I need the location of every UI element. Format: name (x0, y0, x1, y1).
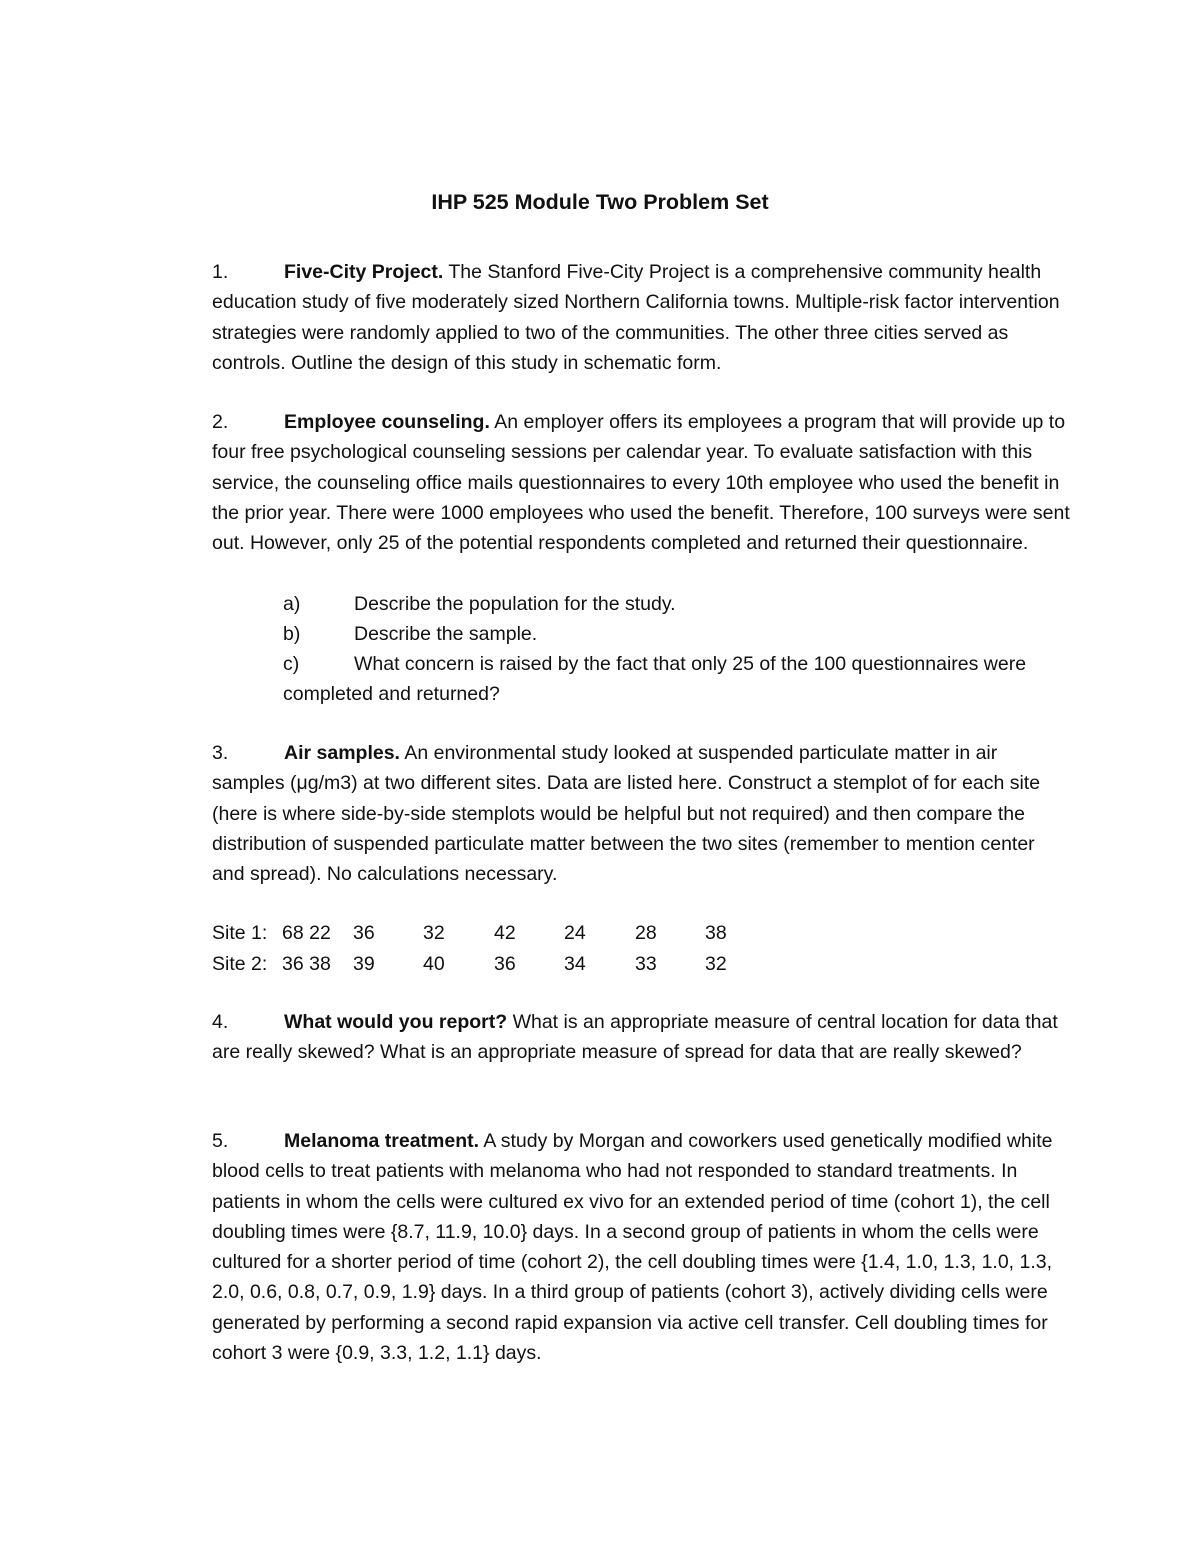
site-value: 39 (353, 953, 375, 975)
page-title: IHP 525 Module Two Problem Set (431, 190, 769, 214)
site-value: 40 (423, 953, 445, 975)
subitem-text: What concern is raised by the fact that only 25 of the 100 questionnaires were (354, 653, 1027, 675)
site-value: 24 (564, 922, 586, 944)
problem-3 (212, 738, 1072, 889)
problem-heading: Employee counseling. (284, 411, 490, 433)
subitem-text: Describe the population for the study. (354, 593, 676, 615)
subitem-label: a) (283, 593, 301, 615)
problem-heading: Air samples. (284, 742, 400, 764)
site-label: Site 2: (212, 953, 268, 975)
problem-text: The Stanford Five-City Project is a comprehensive community health education study of five moderately sized Northern California towns. Multiple-risk factor intervention strategies were randomly applied to two of the communities. The other three cities served as controls. Outline the design of this study in schematic form. (212, 261, 1060, 374)
site-label: Site 1: (212, 922, 268, 944)
problem-number: 5. (212, 1130, 229, 1152)
problem-text: An environmental study looked at suspended particulate matter in air samples (μg/m3) at two different sites. Data are listed here. Construct a stemplot of for each site (here is where side-by-side stemplots would be helpful but not required) and then compare the distribution of suspended particulate matter between the two sites (remember to mention center and spread). No calculations necessary. (212, 742, 1041, 886)
site-value: 42 (494, 922, 516, 944)
subitem-label: b) (283, 623, 301, 645)
problem-4 (212, 1007, 1072, 1068)
site-value: 33 (635, 953, 657, 975)
site-value: 32 (705, 953, 727, 975)
site-value: 36 (353, 922, 375, 944)
subitem-b (283, 619, 1073, 649)
subitem-c (283, 649, 1073, 710)
problem-number: 4. (212, 1011, 229, 1033)
problem-heading: Five-City Project. (284, 261, 444, 283)
problem-1 (212, 257, 1072, 378)
site-value: 28 (635, 922, 657, 944)
problem-text: An employer offers its employees a program that will provide up to four free psychological counseling sessions per calendar year. To evaluate satisfaction with this service, the counseling office mails questionnaires to every 10th employee who used the benefit in the prior year. There were 1000 employees who used the benefit. Therefore, 100 surveys were sent out. However, only 25 of the potential respondents completed and returned their questionnaire. (212, 411, 1070, 555)
subitem-continuation: completed and returned? (283, 683, 500, 706)
subitem-text: Describe the sample. (354, 623, 538, 645)
problem-number: 1. (212, 261, 229, 283)
site-value: 38 (705, 922, 727, 944)
problem-5 (212, 1126, 1072, 1368)
site-value: 34 (564, 953, 586, 975)
problem-heading: What would you report? (284, 1011, 508, 1033)
problem-text: A study by Morgan and coworkers used genetically modified white blood cells to treat patients with melanoma who had not responded to standard treatments. In patients in whom the cells were cultured ex vivo for an extended period of time (cohort 1), the cell doubling times were {8.7, 11.9, 10.0} days. In a second group of patients in whom the cells were cultured for a shorter period of time (cohort 2), the cell doubling times were {1.4, 1.0, 1.3, 1.0, 1.3, 2.0, 0.6, 0.8, 0.7, 0.9, 1.9} days. In a third group of patients (cohort 3), actively dividing cells were generated by performing a second rapid expansion via active cell transfer. Cell doubling times for cohort 3 were {0.9, 3.3, 1.2, 1.1} days. (212, 1130, 1053, 1365)
site-value: 36 (494, 953, 516, 975)
problem-text: What is an appropriate measure of central location for data that are really skewed? What is an appropriate measure of spread for data that are really skewed? (212, 1011, 1058, 1064)
site-value: 68 22 (282, 922, 331, 944)
problem-number: 2. (212, 411, 229, 433)
site-value: 32 (423, 922, 445, 944)
subitem-a (283, 589, 1073, 619)
problem-heading: Melanoma treatment. (284, 1130, 480, 1152)
site-value: 36 38 (282, 953, 331, 975)
problem-number: 3. (212, 742, 229, 764)
subitem-label: c) (283, 653, 300, 675)
problem-2 (212, 407, 1072, 558)
